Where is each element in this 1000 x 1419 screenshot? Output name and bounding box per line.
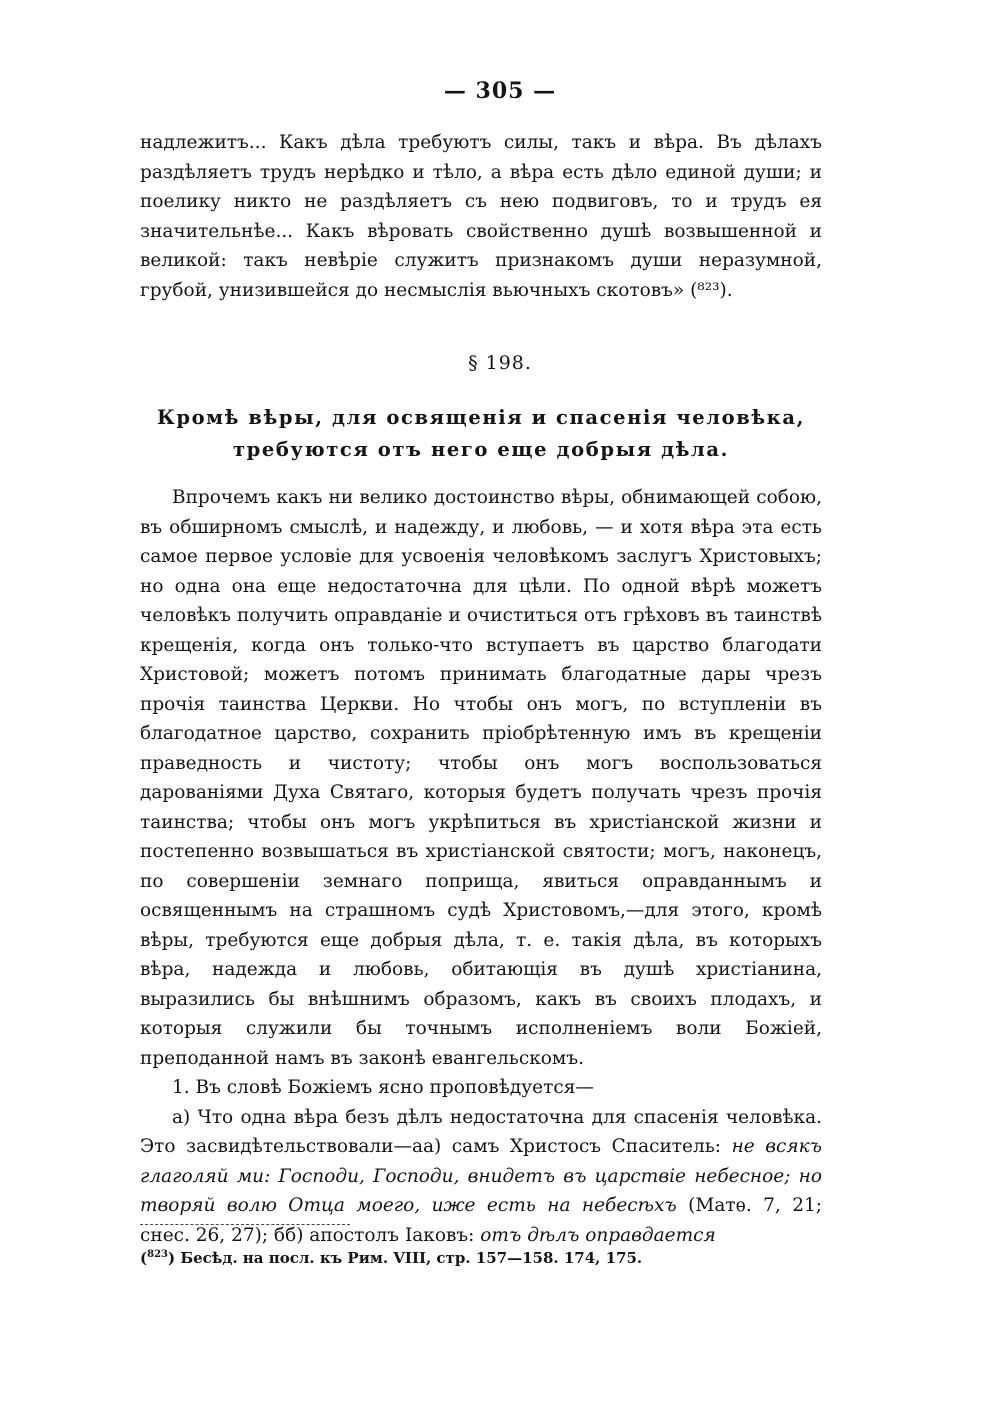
footnote-text: Бесѣд. на посл. къ Рим. VIII, стр. 157—158. 174, 175. — [180, 1249, 643, 1267]
footnote: ($^{823}$) Бесѣд. на посл. къ Рим. VIII, стр. 157—158. 174, 175. — [140, 1249, 643, 1267]
intro-paragraph-block — [140, 128, 822, 305]
section-number: § 198. — [468, 352, 532, 374]
section-heading — [120, 402, 842, 466]
point-1: 1. Въ словѣ Божіемъ ясно проповѣдуется— — [172, 1077, 594, 1098]
point-a-lead: а) Что одна вѣра безъ дѣлъ недостаточна для спасенія человѣка. Это засвидѣтельствовали—аа) самъ Христосъ Спаситель: — [140, 1106, 822, 1157]
intro-paragraph: надлежитъ... Какъ дѣла требуютъ силы, такъ и вѣра. Въ дѣлахъ раздѣляетъ трудъ нерѣдко и тѣло, а вѣра есть дѣло единой души; и поелику никто не раздѣляетъ съ нею подвиговъ, то и трудъ ея значительнѣе... Какъ вѣровать свойственно душѣ возвышенной и великой: такъ невѣріе служитъ признакомъ души неразумной, грубой, унизившейся до несмыслія вьючныхъ скотовъ» (⁸²³). — [140, 132, 822, 301]
main-paragraph: Впрочемъ какъ ни велико достоинство вѣры, обнимающей собою, въ обширномъ смыслѣ, и надежду, и любовь, — и хотя вѣра эта есть самое первое условіе для усвоенія человѣкомъ заслугъ Христовыхъ; но одна она еще недостаточна для цѣли. По одной вѣрѣ можетъ человѣкъ получить оправданіе и очиститься отъ грѣховъ въ таинствѣ крещенія, когда онъ только-что вступаетъ въ царство благодати Христовой; можетъ потомъ принимать благодатные дары чрезъ прочія таинства Церкви. Но чтобы онъ могъ, по вступленіи въ благодатное царство, сохранить пріобрѣтенную имъ въ крещеніи праведность и чистоту; чтобы онъ могъ воспользоваться дарованіями Духа Святаго, которыя будетъ получать чрезъ прочія таинства; чтобы онъ могъ укрѣпиться въ христіанской жизни и постепенно возвышаться въ христіанской святости; могъ, наконецъ, по совершеніи земнаго поприща, явиться оправданнымъ и освященнымъ на страшномъ судѣ Христовомъ,—для этого, кромѣ вѣры, требуются еще добрыя дѣла, т. е. такія дѣла, въ которыхъ вѣра, надежда и любовь, обитающія въ душѣ христіанина, выразились бы внѣшнимъ образомъ, какъ въ своихъ плодахъ, и которыя служили бы точнымъ исполненіемъ воли Божіей, преподанной намъ въ законѣ евангельскомъ. — [140, 487, 822, 1069]
page-number: — 305 — — [443, 78, 557, 104]
main-text-block — [140, 483, 822, 1250]
point-a — [140, 1103, 822, 1251]
section-heading-line-2: требуются отъ него еще добрыя дѣла. — [233, 438, 729, 461]
footnote-number: 823 — [147, 1249, 168, 1260]
point-a-reference-1: (Матѳ. 7, 21; снес. 26, 27); бб) апостолъ Іаковъ: — [140, 1195, 822, 1246]
footnote-divider — [140, 1224, 350, 1225]
point-a-quote-2: отъ дѣлъ оправдается — [480, 1224, 716, 1246]
point-a-quote-1: не всякъ глаголяй ми: Господи, Господи, внидетъ въ царствіе небесное; но творяй волю Отца моего, иже есть на небесѣхъ — [140, 1136, 822, 1216]
section-heading-line-1: Кромѣ вѣры, для освященія и спасенія человѣка, — [157, 406, 805, 429]
